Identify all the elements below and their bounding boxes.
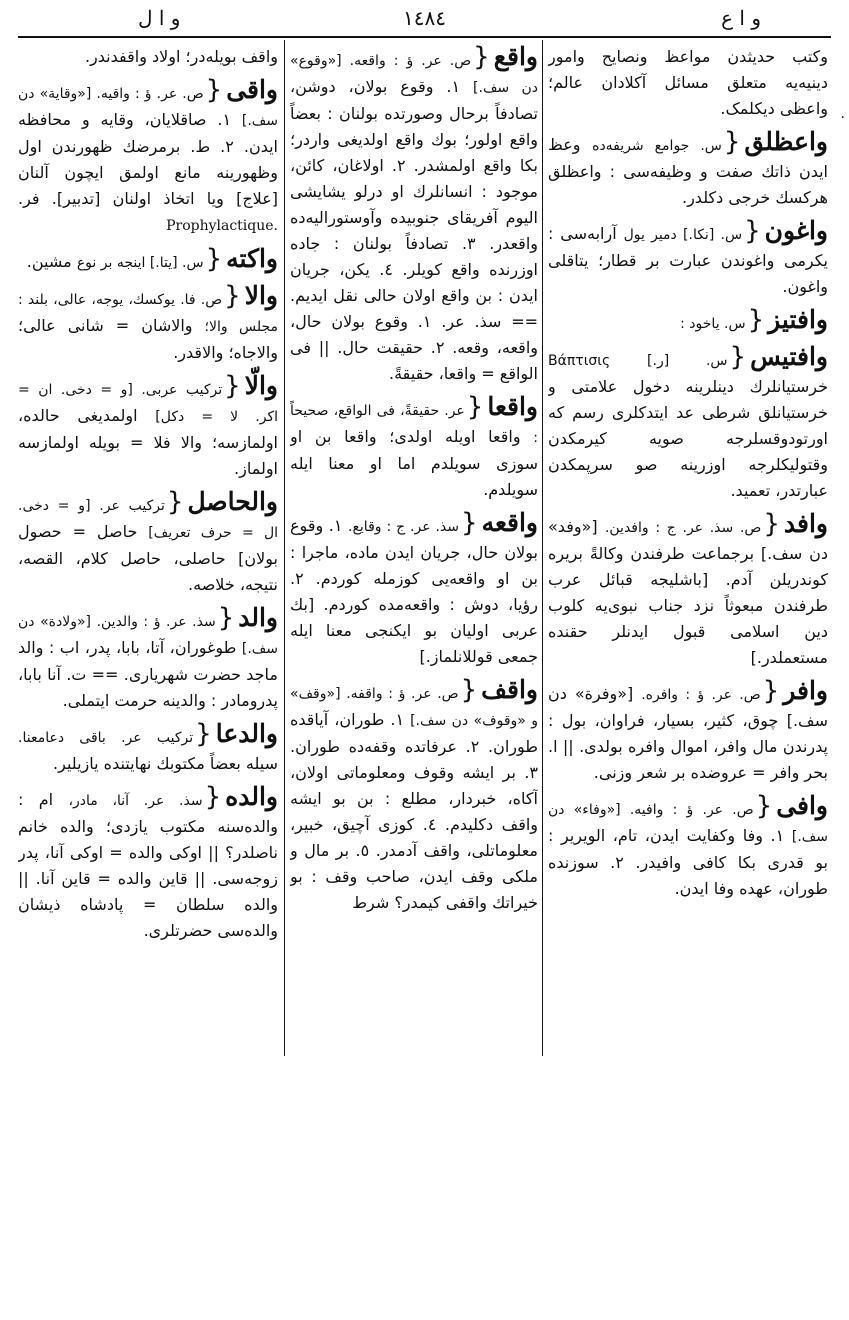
entry-headword: واقع [493,44,538,71]
entry-headword: واعظلق [744,127,828,156]
column-divider [284,40,285,1056]
entry-grammar-tag: ص. عر. ؤ : واقعه. [«وقوع» دن سف.] [290,53,538,96]
dictionary-entry [18,283,278,366]
entry-headword: وافتیز [768,305,828,334]
dictionary-entry [548,44,828,122]
entry-definition: والاشان = شانی عالی؛ والاجاه؛ والاقدر. [18,316,278,362]
entry-definition: ١. وقوع بولان حال، جریان ایدن ماده، ماجرا : بن او واقعه‌یی کوزمله کوردم. ٢. رؤیا، دوش : واقعه‌مده کوردم. [بك عربی اولیان بو ایکنجی معنا ایله جمعی قوللانلماز.] [290,516,538,666]
entry-grammar-tag: ص. سذ. عر. ج : وافدین. [604,520,762,536]
page-number: ١٤٨٤ [403,6,446,30]
dictionary-entry [548,678,828,786]
column-left [18,44,278,1054]
dictionary-entry [548,307,828,337]
dictionary-entry [18,605,278,714]
entry-grammar-tag: س. جوامع شریفه‌ده [592,138,722,154]
entry-brace: { [762,676,780,706]
entry-definition: طوغوران، آتا، بابا، پدر، اب : والد ماجد حضرت شهریاری. == ت. آنا بابا، پدرومادر : والدینه حرمت ایتملی. [18,638,278,710]
entry-brace: { [744,216,761,246]
dictionary-entry [18,44,278,70]
entry-grammar-tag: س. [نکا.] دمیر یول [623,227,743,243]
entry-headword: والّا [244,371,278,400]
entry-grammar-tag: ترکیب عر. [و = دخی. ال = حرف تعریف] [18,498,278,541]
dictionary-entry [18,246,278,276]
dictionary-entry [548,218,828,300]
entry-headword: والحاصل [187,487,278,516]
entry-headword: واقعه [481,508,538,537]
dictionary-entry [290,394,538,503]
entry-headword: وافد [783,509,828,538]
dictionary-entry [290,677,538,916]
entry-definition: آرابه‌سی : یکرمی وا‌غوندن عبارت بر قطار؛ یتاقلی واغون. [548,224,828,296]
entry-definition: ١. طوران، آیاقده طوران. ٢. عرفاتده وقفه‌ده طوران. ٣. بر ایشه وقوف ومعلوماتی اولان، آکاه، خبردار، مطلع : بن بو ایشه واقف دکلیدم. ٤. کوزی آچیق، خبیر، معلوماتلی، واقف آدمدر. ٥. بر مال و ملکی وقف ایدن، صاحب وقف : بو خیراتك واقفی کیمدر؟ شرط [290,710,538,912]
entry-headword: والدعا [215,719,278,748]
column-divider [542,40,543,1056]
entry-grammar-tag: عر. حقیقةً، فی الواقع، صحیحاً : [290,403,538,446]
entry-definition: حاصل = حصول بولان] حاصلی، حاصل کلام، القصه، نتیجه، خلاصه. [18,522,278,594]
entry-definition: اولمدیغی حالده، اولمازسه؛ والا فلا = بویله اولمازسه اولماز. [18,406,278,478]
entry-headword: وافتیس [750,342,828,371]
entry-brace: { [461,508,478,538]
entry-brace: { [723,127,741,157]
entry-definition: [«وفرة» دن سف.] چوق، کثیر، بسیار، فراوان، بول : پدرندن مال وافر، اموال وافره بولدی. || ا. بحر وافر = عروضده بر شعر وزنی. [548,684,828,782]
entry-brace: { [466,392,484,422]
entry-grammar-tag: س. [ر.] Βάπτισις [548,353,728,369]
entry-grammar-tag: ص. عر. ؤ : وافیه. [«وفاء» دن سف.] [548,802,828,845]
dictionary-entry [290,510,538,670]
entry-brace: { [747,305,765,335]
dictionary-entry [18,373,278,482]
entry-grammar-tag: ترکیب عربی. [و = دخی. ان = اکر. لا = دکل] [18,382,278,425]
dictionary-entry [548,129,828,211]
entry-brace: { [204,782,222,812]
dictionary-entry [548,344,828,504]
column-right [548,44,828,1054]
entry-brace: { [755,791,773,821]
page-header [18,4,831,32]
entry-headword: واغون [764,216,828,245]
entry-headword: والا [244,281,278,310]
entry-brace: { [195,719,212,749]
entry-headword: والده [225,782,278,811]
entry-headword: وافی [776,791,828,820]
header-left-guideword: و ا ل [138,6,181,30]
entry-definition: ١. وقوع بولان، دوشن، تصادفاً برحال وصورتده بولنان : بعضاً واقع اولور؛ بوك واقع اولدیغی واردر؛ بکا واقع اولمشدر. ٢. اولاغان، کائن، موجود : انسانلرك او درلو یشایشی الیوم آفریقای جنوبیده وآوستورالیه‌ده واقعدر. ٣. تصادفاً بولنان : جاده اوزرنده واقع کویلر. ٤. یکن، جریان ایدن : بن واقع اولان حالی نقل ایدیم. == سذ. عر. ١. وقوع بولان حال، واقعه، وقعه. ٢. حقیقت حال. || فی الواقع = واقعا، حقیقةً. [290,77,538,383]
entry-grammar-tag: ترکیب عر. باقی دعامعنا. [18,730,194,746]
entry-brace: { [224,281,241,311]
entry-headword: واقف [481,675,538,704]
entry-headword: واکته [226,244,278,273]
entry-definition: سیله بعضاً مکتوبك نهایتنده یازیلیر. [53,754,278,773]
entry-brace: { [166,487,184,517]
entry-headword: وافر [783,676,828,705]
entry-definition: واقف بویله‌در؛ اولاد واقفدندر. [84,47,278,66]
entry-brace: { [729,342,747,372]
entry-brace: { [763,509,780,539]
entry-grammar-tag: س. [یتا.] اینجه بر نوع [76,255,204,271]
entry-headword: والد [238,603,278,632]
entry-brace: { [205,75,223,105]
entry-grammar-tag: سذ. عر. ؤ : والدین. [«ولادة» دن سف.] [18,614,278,657]
entry-definition: ١. وفا وکفایت ایدن، تام، الویریر : بو قدری بکا کافی وافیدر. ٢. سوزنده طوران، عهده وفا ایدن. [548,826,828,898]
dictionary-entry [18,489,278,598]
entry-headword: واقی [226,75,278,104]
entry-grammar-tag: سذ. عر. ج : وقایع. [348,519,460,535]
dictionary-entry [18,721,278,777]
dictionary-entry [548,511,828,671]
entry-definition: ١. صاقلایان، وقایه و محافظه ایدن. ٢. ط. برمرضك ظهورندن اول وظهورینه مانع اولمق ایچون آلنان [علاج] ویا اتخاذ اولنان [تدبیر]. فر. [18,110,278,208]
dictionary-entry [548,793,828,902]
header-right-guideword: و ا ع [721,6,761,30]
margin-mark: · [840,110,845,126]
entry-definition: وعظ ایدن ذاتك صفت و وظیفه‌سی : واعظلق هرکسك خرجی دکلدر. [548,135,828,207]
dictionary-entry [18,784,278,944]
entry-definition: ام : والده‌سنه مکتوب یازدی؛ والده خانم ناصلدر؟ || اوکی والده = اوکی آنا، پدر زوجه‌سی. || قاین والده = قاین آنا. || والده سلطان = پادشاه ذیشان والده‌سی حضرتلری. [18,790,278,940]
dictionary-entry [290,44,538,387]
entry-grammar-tag: ص. عر. ؤ : واقیه. [«وقایة» دن سف.] [18,86,278,129]
entry-brace: { [217,603,235,633]
entry-grammar-tag: س. یاخود : [680,316,746,332]
entry-brace: { [473,44,490,72]
entry-brace: { [460,675,478,705]
entry-definition: واقعا اویله اولدی؛ واقعا بن او سوزی سویلدم اما او معنا ایله سویلدم. [290,427,538,499]
entry-definition: [«وفد» دن سف.] برجماعت طرفندن وکالةً بریره کوندریلن آدم. [باشلیجه قبائل عرب طرفندن مبعوثاً نزد جناب نبوی‌یه کلوب دین اسلامی قبول ایدنلر حقنده مستعملدر.] [548,517,828,667]
dictionary-entry [18,77,278,239]
entry-brace: { [224,371,241,401]
entry-brace: { [205,244,223,274]
entry-headword: واقعا [487,392,538,421]
entry-grammar-tag: ص. عر. ؤ : واقفه. [«وقف» و «وقوف» دن سف.] [290,686,538,729]
entry-definition: مشین. [26,252,72,271]
entry-grammar-tag: ص. عر. ؤ : وافره. [641,687,761,703]
entry-definition: وکتب حدیثدن مواعظ ونصایح وامور دینیه‌یه متعلق مسائل آکلادان عالم؛ واعظی دیکلمک. [548,47,828,118]
column-middle [290,44,538,1054]
entry-definition: خرستیانلرك دینلرینه دخول علامتی و خرستیانلق شرطی عد ایتدکلری رسم که اورتودوقسلرجه صویه کیرمکدن وقتولیکلرجه اوزرینه صو سرپمکدن عبارتدر، تعمید. [548,377,828,500]
entry-grammar-tag: سذ. عر. آنا، مادر، [68,793,203,809]
header-rule [18,36,831,38]
entry-latin-term: Prophylactique. [166,218,278,234]
entry-grammar-tag: ص. فا. یوکسك، یوجه، عالی، بلند : مجلس والا؛ [18,292,278,335]
